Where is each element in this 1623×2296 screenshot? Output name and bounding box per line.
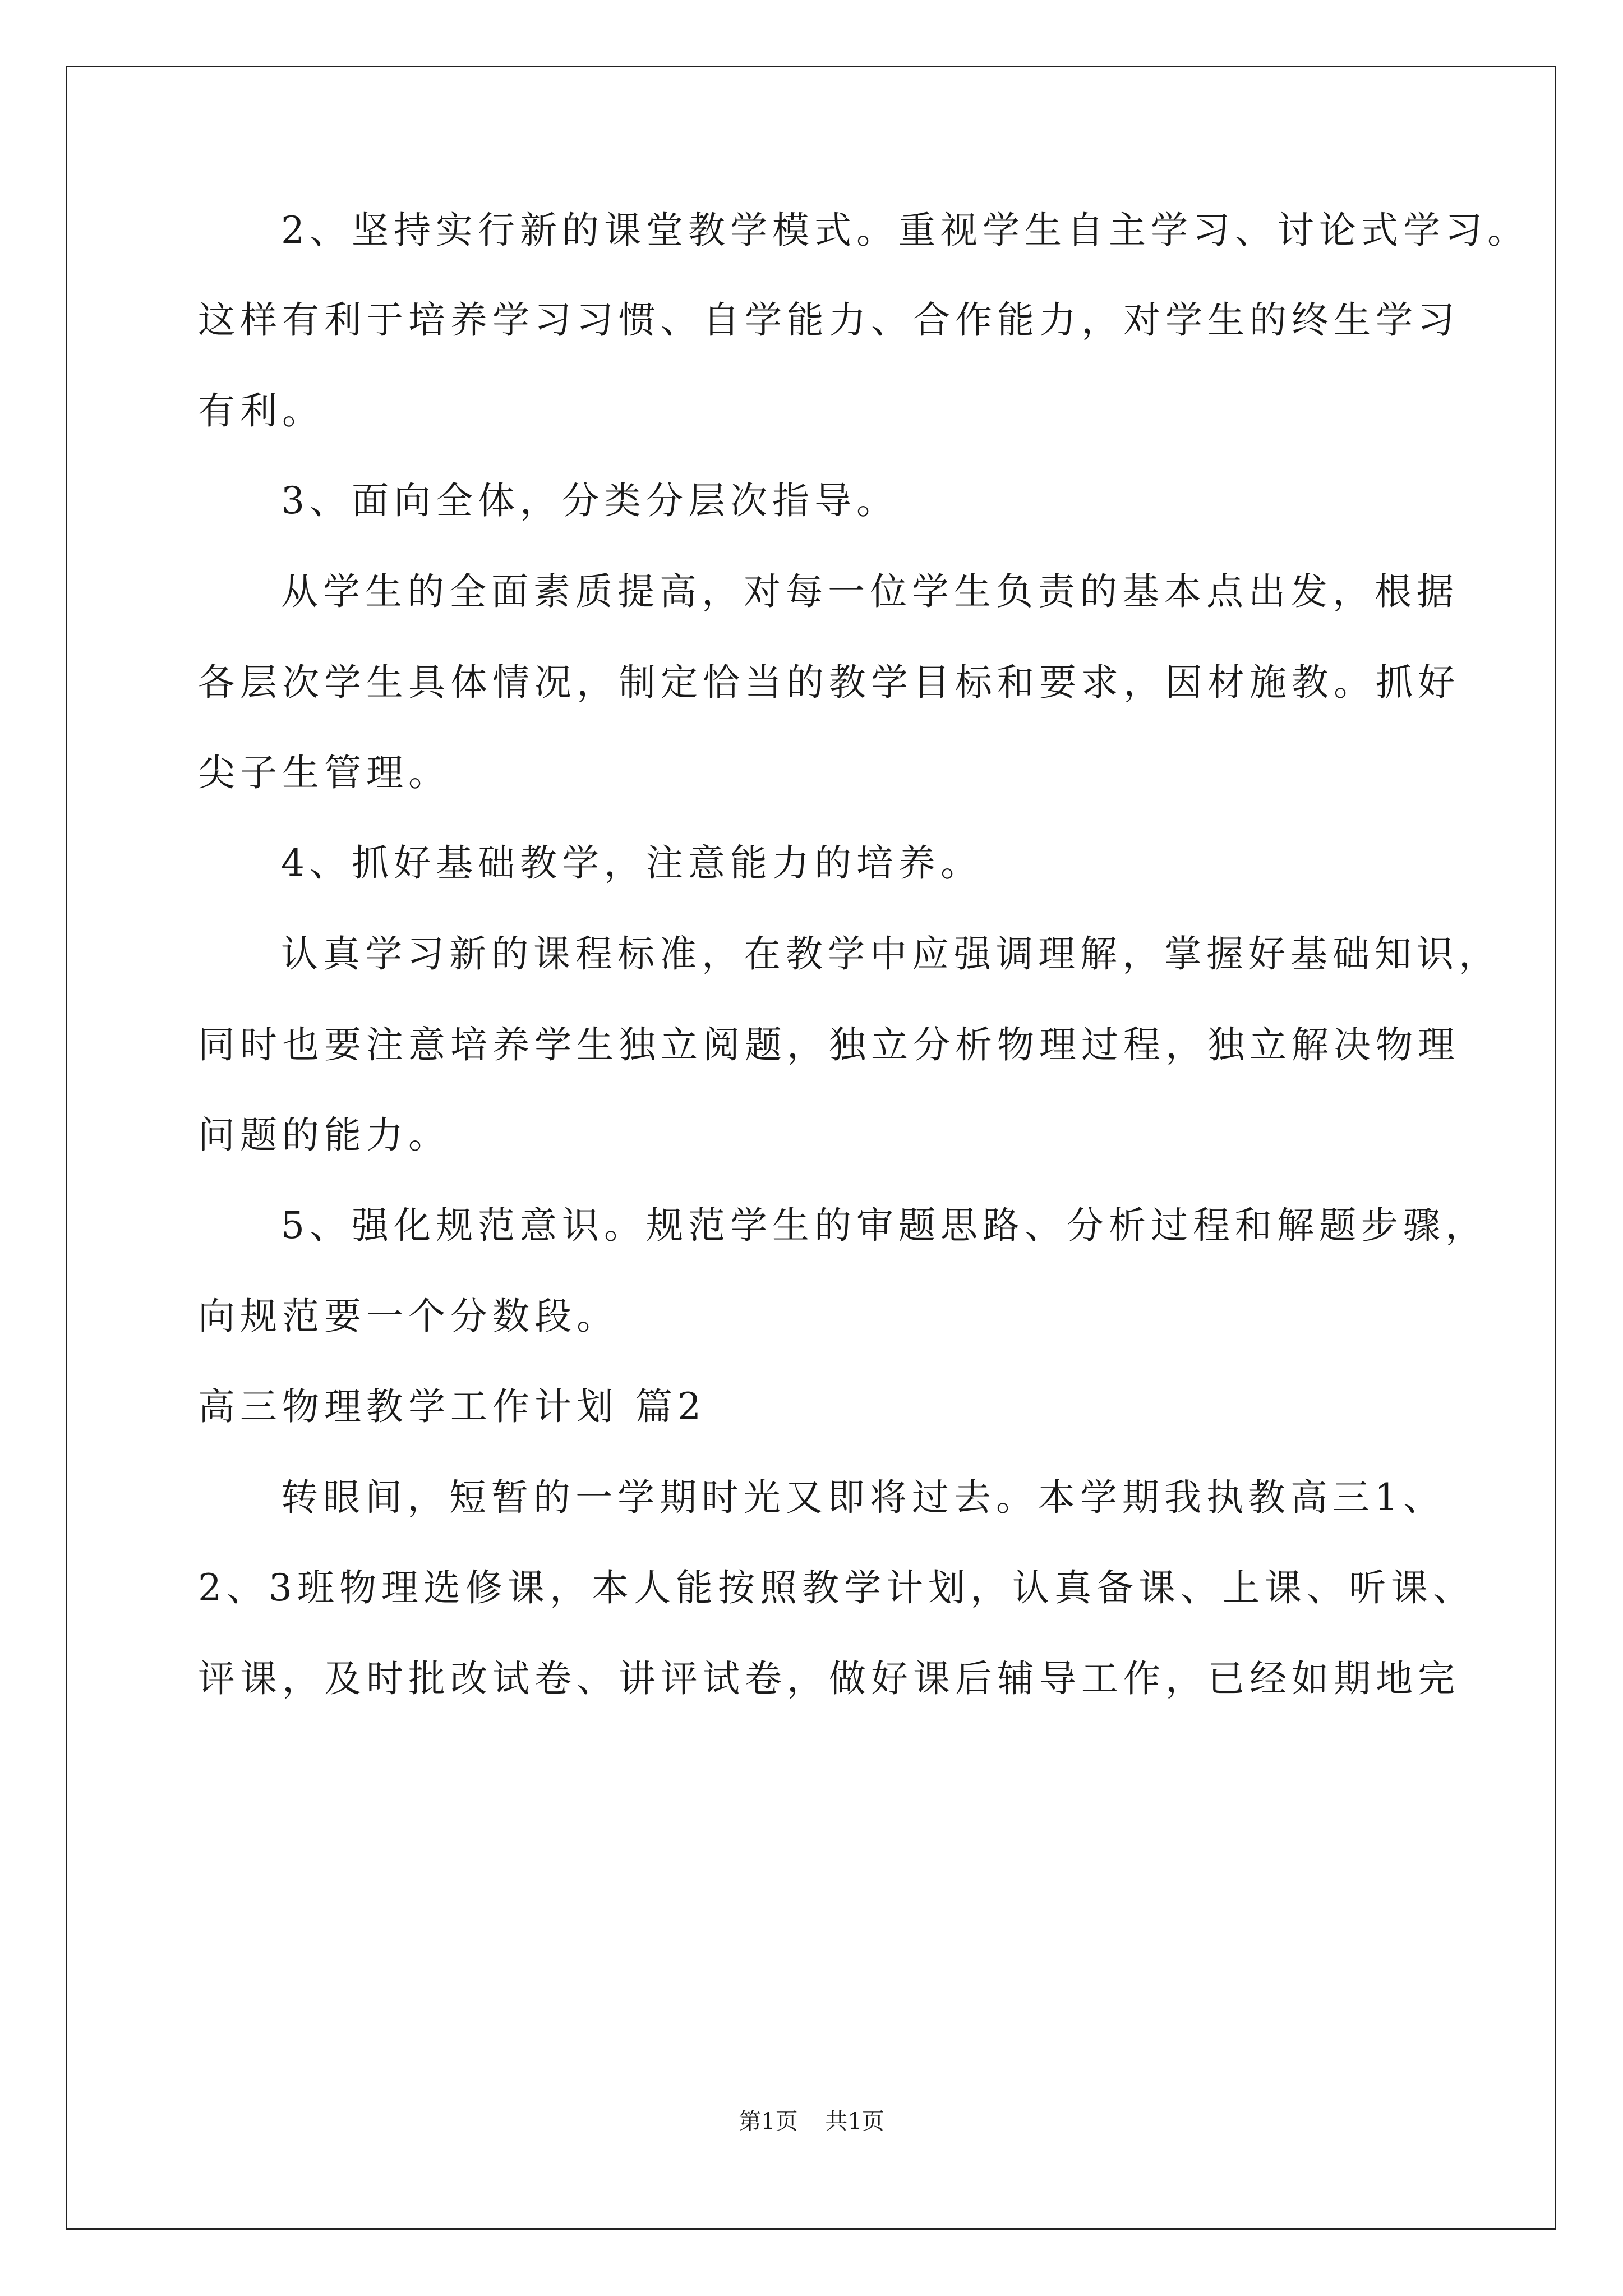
paragraph-5-line-2: 向规范要一个分数段。	[198, 1295, 619, 1338]
section-2-line-2: 2、3班物理选修课，本人能按照教学计划，认真备课、上课、听课、	[198, 1566, 1475, 1609]
heading-3: 3、面向全体，分类分层次指导。	[281, 479, 898, 522]
paragraph-2-line-3: 有利。	[198, 389, 324, 432]
paragraph-4-line-2: 同时也要注意培养学生独立阅题，独立分析物理过程，独立解决物理	[198, 1023, 1460, 1066]
paragraph-5-line-1: 5、强化规范意识。规范学生的审题思路、分析过程和解题步骤，	[281, 1204, 1487, 1247]
section-2-line-1: 转眼间，短暂的一学期时光又即将过去。本学期我执教高三1、	[281, 1476, 1445, 1519]
paragraph-4-line-3: 问题的能力。	[198, 1114, 450, 1157]
page-number: 第1页	[739, 2109, 798, 2134]
paragraph-4-line-1: 认真学习新的课程标准，在教学中应强调理解，掌握好基础知识，	[281, 932, 1501, 976]
paragraph-3-line-2: 各层次学生具体情况，制定恰当的教学目标和要求，因材施教。抓好	[198, 661, 1460, 704]
paragraph-2-line-2: 这样有利于培养学习习惯、自学能力、合作能力，对学生的终生学习	[198, 298, 1460, 342]
paragraph-2-line-1: 2、坚持实行新的课堂教学模式。重视学生自主学习、讨论式学习。	[281, 209, 1529, 252]
paragraph-3-line-1: 从学生的全面素质提高，对每一位学生负责的基本点出发，根据	[281, 570, 1459, 613]
page-footer	[0, 2104, 1623, 2136]
section-2-line-3: 评课，及时批改试卷、讲评试卷，做好课后辅导工作，已经如期地完	[198, 1657, 1460, 1700]
section-title: 高三物理教学工作计划 篇2	[198, 1385, 706, 1428]
heading-4: 4、抓好基础教学，注意能力的培养。	[281, 841, 983, 885]
paragraph-3-line-3: 尖子生管理。	[198, 751, 450, 794]
page-total: 共1页	[825, 2109, 884, 2134]
